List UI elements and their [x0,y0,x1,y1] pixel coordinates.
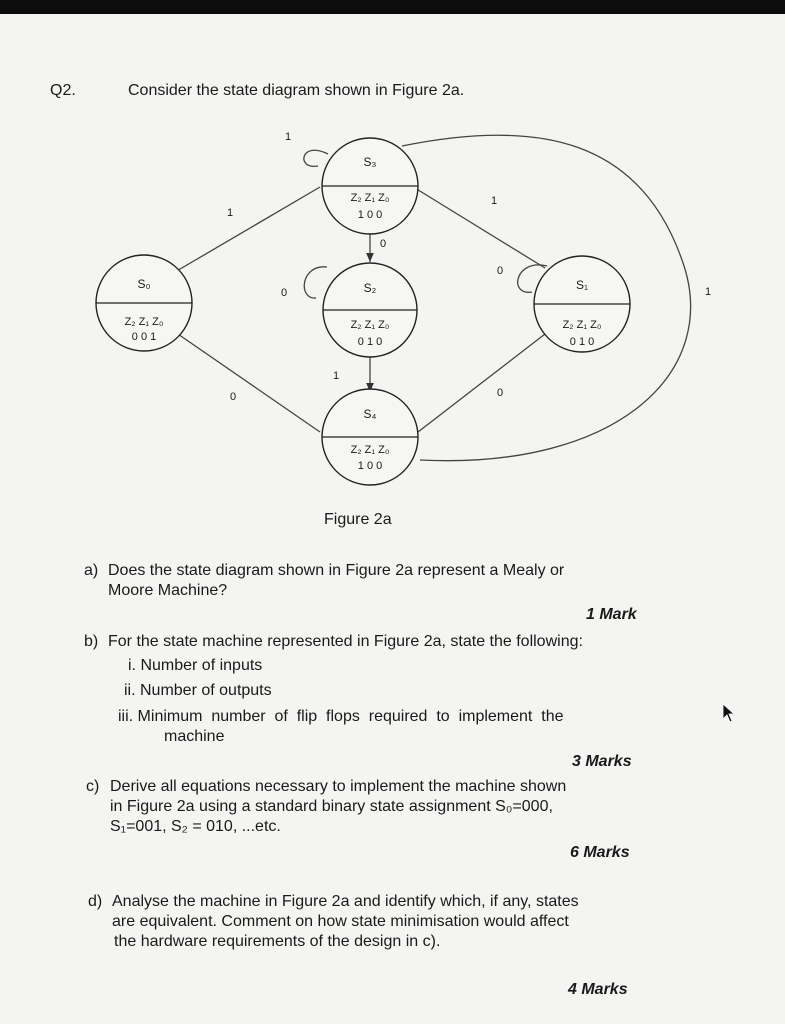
part-d-line3: the hardware requirements of the design in c). [114,933,441,950]
part-b-line1: For the state machine represented in Figure 2a, state the following: [108,633,583,650]
part-a-line2: Moore Machine? [108,582,228,599]
state-name-s3: S₃ [363,155,377,169]
output-value-s3: 1 0 0 [357,209,383,221]
output-value-s4: 1 0 0 [357,460,383,472]
part-c-line1: Derive all equations necessary to implement the machine shown [110,778,567,795]
part-b-label: b) [84,633,99,650]
output-header-s3: Z₂ Z₁ Z₀ [350,192,390,204]
part-a-label: a) [84,562,99,579]
part-a-line1: Does the state diagram shown in Figure 2a represent a Mealy or [108,562,565,579]
label-s1-s4: 0 [496,387,504,399]
edge-s1-s4 [418,334,545,432]
part-a-marks: 1 Mark [586,606,637,623]
part-b-item-2: ii. Number of outputs [124,682,272,699]
edge-s0-s3 [175,187,320,272]
label-s1-self: 0 [496,265,504,277]
output-value-s0: 0 0 1 [131,331,157,343]
part-c-label: c) [86,778,100,795]
self-loop-s2 [304,267,327,298]
label-s0-s3: 1 [226,207,234,219]
part-c-line2: in Figure 2a using a standard binary state assignment S₀=000, [110,798,553,815]
part-b-item-1: i. Number of inputs [128,657,263,674]
part-d-marks: 4 Marks [568,981,628,998]
output-header-s2: Z₂ Z₁ Z₀ [350,319,390,331]
label-s2-self: 0 [280,287,288,299]
mouse-pointer-icon [722,703,736,723]
part-c-marks: 6 Marks [570,844,630,861]
figure-caption: Figure 2a [324,511,392,528]
question-intro: Consider the state diagram shown in Figure 2a. [128,82,465,99]
label-s3-s2: 0 [379,238,387,250]
part-b-item-3-cont: machine [164,728,225,745]
output-value-s2: 0 1 0 [357,336,383,348]
state-name-s0: S₀ [137,277,151,291]
label-s2-s4: 1 [332,370,340,382]
question-number: Q2. [50,82,76,99]
edge-s0-s4 [175,332,320,432]
self-loop-s3 [304,150,328,166]
state-name-s4: S₄ [363,407,377,421]
output-header-s4: Z₂ Z₁ Z₀ [350,444,390,456]
state-name-s2: S₂ [363,281,377,295]
output-header-s1: Z₂ Z₁ Z₀ [562,319,602,331]
part-b-item-3: iii. Minimum number of flip flops required to implement the [118,708,564,725]
part-d-line1: Analyse the machine in Figure 2a and identify which, if any, states [112,893,579,910]
part-d-label: d) [88,893,103,910]
output-value-s1: 0 1 0 [569,336,595,348]
output-header-s0: Z₂ Z₁ Z₀ [124,316,164,328]
state-name-s1: S₁ [575,278,589,292]
label-s3-self: 1 [284,131,292,143]
edge-s3-s1 [415,188,545,268]
part-b-marks: 3 Marks [572,753,632,770]
label-s1-s3: 1 [704,286,712,298]
part-c-line3: S₁=001, S₂ = 010, ...etc. [110,818,281,835]
label-s3-s1: 1 [490,195,498,207]
part-d-line2: are equivalent. Comment on how state minimisation would affect [112,913,569,930]
label-s0-s4: 0 [229,391,237,403]
